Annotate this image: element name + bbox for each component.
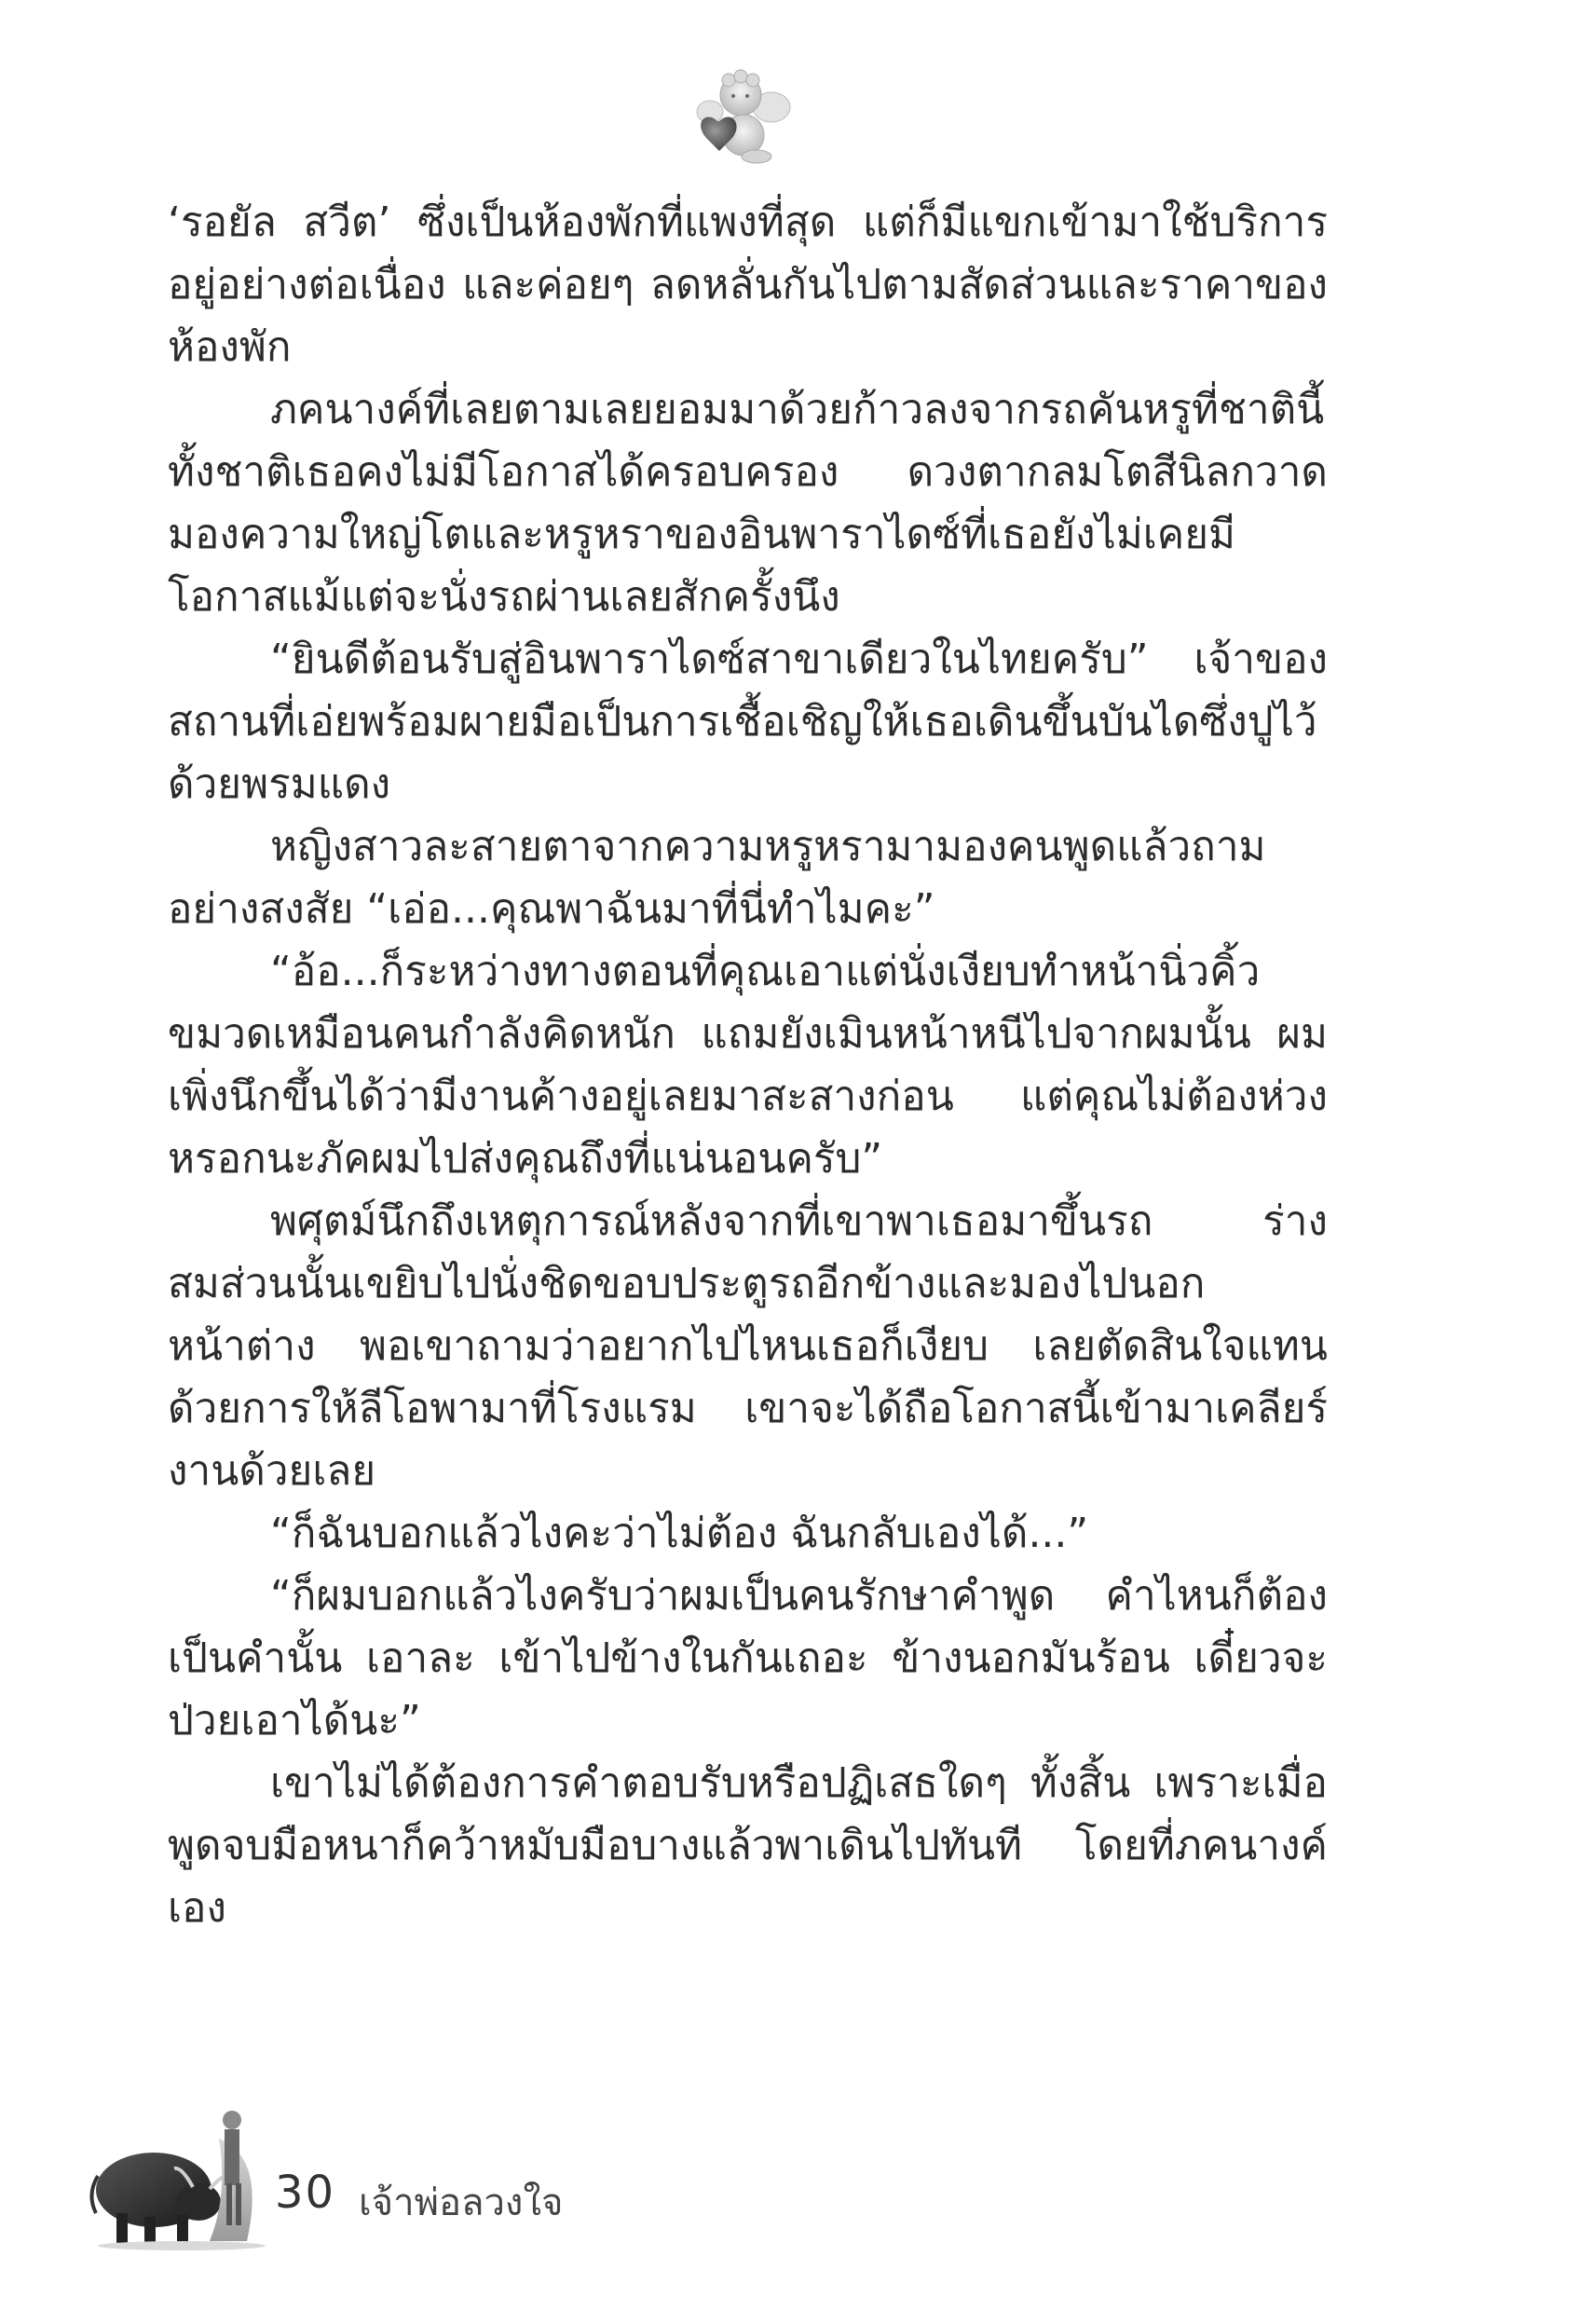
- page-footer: [89, 2101, 741, 2250]
- paragraph: พศุตม์นึกถึงเหตุการณ์หลังจากที่เขาพาเธอมาขึ้นรถ ร่างสมส่วนนั้นเขยิบไปนั่งชิดขอบประตูรถอีกข้างและมองไปนอกหน้าต่าง พอเขาถามว่าอยากไปไหนเธอก็เงียบ เลยตัดสินใจแทนด้วยการให้ลีโอพามาที่โรงแรม เขาจะได้ถือโอกาสนี้เข้ามาเคลียร์งานด้วยเลย: [168, 1197, 1328, 1495]
- paragraph: “ก็ฉันบอกแล้วไงคะว่าไม่ต้อง ฉันกลับเองได้...”: [270, 1510, 1089, 1557]
- page-number: 30: [275, 2167, 336, 2219]
- paragraph: เขาไม่ได้ต้องการคำตอบรับหรือปฏิเสธใดๆ ทั้งสิ้น เพราะเมื่อพูดจบมือหนาก็คว้าหมับมือบางแล้วพาเดินไปทันที โดยที่ภคนางค์เอง: [168, 1759, 1328, 1932]
- cherub-heart-icon: [689, 65, 792, 168]
- matador-bull-icon: [89, 2101, 275, 2250]
- book-title: เจ้าพ่อลวงใจ: [359, 2181, 564, 2224]
- paragraph: “อ้อ...ก็ระหว่างทางตอนที่คุณเอาแต่นั่งเงียบทำหน้านิ่วคิ้วขมวดเหมือนคนกำลังคิดหนัก แถมยังเมินหน้าหนีไปจากผมนั้น ผมเพิ่งนึกขึ้นได้ว่ามีงานค้างอยู่เลยมาสะสางก่อน แต่คุณไม่ต้องห่วงหรอกนะภัคผมไปส่งคุณถึงที่แน่นอนครับ”: [168, 948, 1328, 1183]
- paragraph: “ยินดีต้อนรับสู่อินพาราไดซ์สาขาเดียวในไทยครับ” เจ้าของสถานที่เอ่ยพร้อมผายมือเป็นการเชื้อเชิญให้เธอเดินขึ้นบันไดซึ่งปูไว้ด้วยพรมแดง: [168, 636, 1328, 808]
- paragraph: หญิงสาวละสายตาจากความหรูหรามามองคนพูดแล้วถามอย่างสงสัย “เอ่อ...คุณพาฉันมาที่นี่ทำไมคะ”: [168, 823, 1266, 933]
- paragraph: “ก็ผมบอกแล้วไงครับว่าผมเป็นคนรักษาคำพูด คำไหนก็ต้องเป็นคำนั้น เอาละ เข้าไปข้างในกันเถอะ ข้างนอกมันร้อน เดี๋ยวจะป่วยเอาได้นะ”: [168, 1572, 1328, 1744]
- paragraph: ภคนางค์ที่เลยตามเลยยอมมาด้วยก้าวลงจากรถคันหรูที่ชาตินี้ทั้งชาติเธอคงไม่มีโอกาสได้ครอบครอง ดวงตากลมโตสีนิลกวาดมองความใหญ่โตและหรูหราของอินพาราไดซ์ที่เธอยังไม่เคยมีโอกาสแม้แต่จะนั่งรถผ่านเลยสักครั้งนึง: [168, 386, 1328, 621]
- paragraph: ‘รอยัล สวีต’ ซึ่งเป็นห้องพักที่แพงที่สุด แต่ก็มีแขกเข้ามาใช้บริการอยู่อย่างต่อเนื่อง และค่อยๆ ลดหลั่นกันไปตามสัดส่วนและราคาของห้องพัก: [168, 198, 1328, 371]
- body-text: [168, 191, 1328, 1939]
